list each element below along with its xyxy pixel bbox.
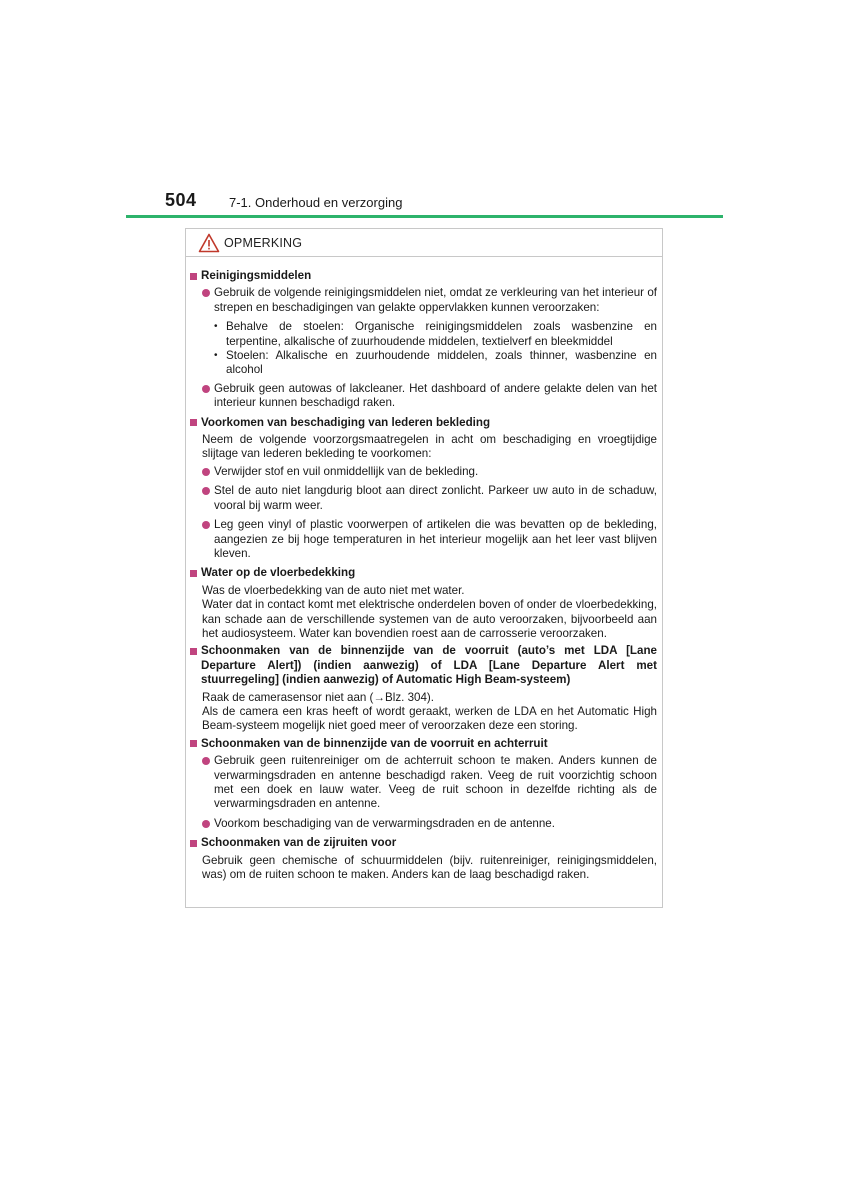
warning-triangle-icon xyxy=(198,233,220,253)
list-item xyxy=(190,484,657,513)
notice-title: OPMERKING xyxy=(224,235,303,250)
circle-bullet-icon xyxy=(202,757,210,765)
list-item xyxy=(190,286,657,315)
paragraph xyxy=(190,854,657,883)
circle-bullet-icon xyxy=(202,468,210,476)
section-heading xyxy=(190,644,657,687)
list-item xyxy=(190,754,657,812)
list-item-text: Gebruik geen ruitenreiniger om de achterruit schoon te maken. Anders kunnen de verwarmingsdraden en antenne beschadigd raken. Veeg de ruit voorzichtig schoon met een doek en lauw water. Veeg de ruit schoon in dezelfde richting als de verwarmingsdraden en antenne. xyxy=(214,754,657,811)
paragraph xyxy=(190,433,657,462)
section-heading xyxy=(190,269,657,283)
notice-header xyxy=(186,229,662,257)
small-bullet-icon: • xyxy=(214,350,218,362)
square-bullet-icon xyxy=(190,273,197,280)
section-heading xyxy=(190,836,657,850)
paragraph-text: Water dat in contact komt met elektrische onderdelen boven of onder de vloerbedekking, kan schade aan de verschillende systemen van de auto veroorzaken, bijvoorbeeld aan het audiosysteem. Water kan bovendien roest aan de carrosserie veroorzaken. xyxy=(202,598,657,640)
list-item-text: Leg geen vinyl of plastic voorwerpen of artikelen die was bevatten op de bekleding, aangezien ze bij hoge temperaturen in het interieur mogelijk aan het leer vast blijven kleven. xyxy=(214,518,657,560)
page-header xyxy=(0,0,848,220)
section-heading xyxy=(190,416,657,430)
paragraph xyxy=(190,584,657,642)
list-item-text: Voorkom beschadiging van de verwarmingsdraden en de antenne. xyxy=(214,816,555,830)
list-item-text: Stel de auto niet langdurig bloot aan direct zonlicht. Parkeer uw auto in de schaduw, vooral bij warm weer. xyxy=(214,484,657,512)
sub-list-item xyxy=(214,349,657,378)
list-item xyxy=(190,817,657,831)
paragraph-text: Raak de camerasensor niet aan (→Blz. 304). xyxy=(202,690,434,704)
sub-list xyxy=(190,320,657,378)
square-bullet-icon xyxy=(190,419,197,426)
list-item-text: Gebruik de volgende reinigingsmiddelen niet, omdat ze verkleuring van het interieur of strepen en beschadigingen van gelakte oppervlakken kunnen veroorzaken: xyxy=(214,286,657,314)
square-bullet-icon xyxy=(190,840,197,847)
list-item xyxy=(190,382,657,411)
circle-bullet-icon xyxy=(202,820,210,828)
section-title-reinigingsmiddelen: Reinigingsmiddelen xyxy=(201,269,312,282)
header-divider xyxy=(126,215,723,218)
page-number: 504 xyxy=(165,190,197,210)
section-title-lederen-bekleding: Voorkomen van beschadiging van lederen bekleding xyxy=(201,415,491,429)
paragraph xyxy=(190,691,657,734)
circle-bullet-icon xyxy=(202,289,210,297)
paragraph-text: Was de vloerbedekking van de auto niet met water. xyxy=(202,583,465,597)
sub-list-item xyxy=(214,320,657,349)
paragraph-text: Gebruik geen chemische of schuurmiddelen (bijv. ruitenreiniger, reinigingsmiddelen, was) om de ruiten schoon te maken. Anders kan de laag beschadigd raken. xyxy=(202,853,657,882)
list-item-text: Gebruik geen autowas of lakcleaner. Het dashboard of andere gelakte delen van het interieur kunnen beschadigd raken. xyxy=(214,381,657,410)
section-title-voorruit-achterruit: Schoonmaken van de binnenzijde van de voorruit en achterruit xyxy=(201,736,548,750)
list-item xyxy=(190,465,657,479)
circle-bullet-icon xyxy=(202,521,210,529)
section-title-zijruiten-voor: Schoonmaken van de zijruiten voor xyxy=(201,836,397,850)
paragraph-text: Neem de volgende voorzorgsmaatregelen in acht om beschadiging en vroegtijdige slijtage van lederen bekleding te voorkomen: xyxy=(202,433,657,461)
section-heading xyxy=(190,566,657,580)
notice-body xyxy=(186,257,662,882)
circle-bullet-icon xyxy=(202,487,210,495)
paragraph-text: Als de camera een kras heeft of wordt geraakt, werken de LDA en het Automatic High Beam-systeem mogelijk niet goed meer of veroorzaken deze een storing. xyxy=(202,704,657,733)
square-bullet-icon xyxy=(190,648,197,655)
list-item xyxy=(190,518,657,561)
square-bullet-icon xyxy=(190,740,197,747)
section-heading xyxy=(190,737,657,751)
circle-bullet-icon xyxy=(202,385,210,393)
section-title-voorruit-lda: Schoonmaken van de binnenzijde van de voorruit (auto’s met LDA [Lane Departure Alert]) (indien aanwezig) of LDA [Lane Departure Alert met stuurregeling] (indien aanwezig) of Automatic High Beam-systeem) xyxy=(201,644,657,687)
small-bullet-icon: • xyxy=(214,321,218,333)
section-title: 7-1. Onderhoud en verzorging xyxy=(229,195,403,210)
sub-list-item-text: Behalve de stoelen: Organische reinigingsmiddelen zoals wasbenzine en terpentine, alkalische of zuurhoudende middelen, textielverf en bleekmiddel xyxy=(226,320,657,348)
list-item-text: Verwijder stof en vuil onmiddellijk van de bekleding. xyxy=(214,464,479,478)
section-title-water-vloerbedekking: Water op de vloerbedekking xyxy=(201,566,356,580)
square-bullet-icon xyxy=(190,570,197,577)
notice-box xyxy=(185,228,663,908)
sub-list-item-text: Stoelen: Alkalische en zuurhoudende middelen, zoals thinner, wasbenzine en alcohol xyxy=(226,349,657,377)
